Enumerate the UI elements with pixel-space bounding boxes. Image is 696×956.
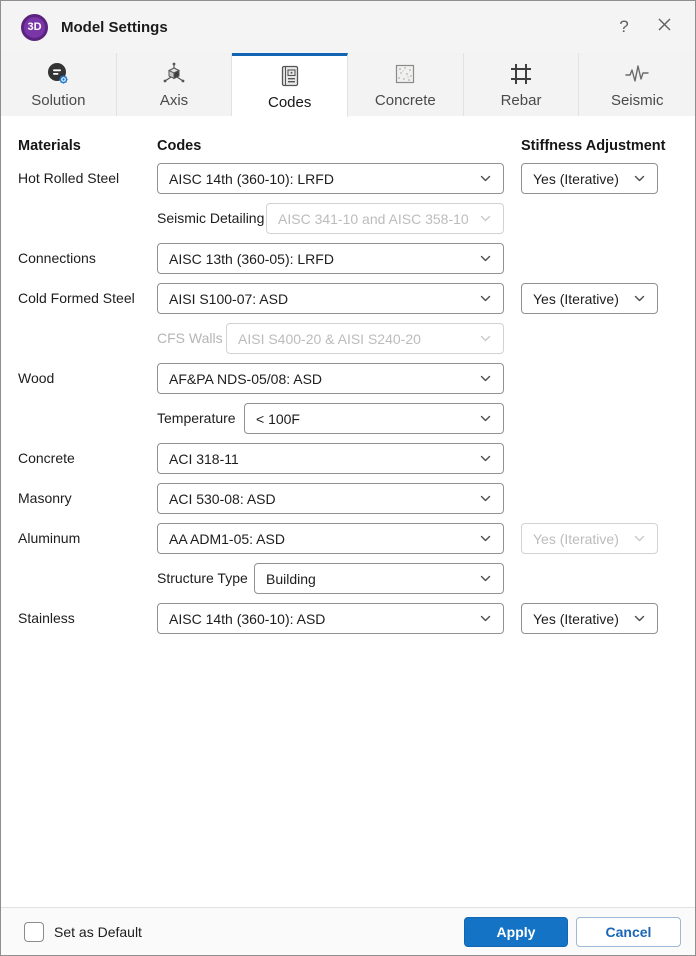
selected-value: AISI S400-20 & AISI S240-20 <box>238 330 421 347</box>
chevron-down-icon <box>479 492 503 505</box>
selected-value: ACI 530-08: ASD <box>169 490 276 507</box>
aluminum-code-dropdown[interactable] <box>157 523 504 554</box>
selected-value: Yes (Iterative) <box>533 170 619 187</box>
settings-row <box>1 203 695 234</box>
material-label: Stainless <box>18 610 75 626</box>
hot-rolled-steel-stiffness-dropdown[interactable] <box>521 163 658 194</box>
tab-label: Axis <box>159 92 189 109</box>
rebar-icon <box>508 60 534 88</box>
set-as-default-label: Set as Default <box>54 923 142 940</box>
chevron-down-icon <box>479 372 503 385</box>
chevron-down-icon <box>479 252 503 265</box>
tab-axis[interactable] <box>117 53 233 116</box>
settings-row <box>1 523 695 554</box>
masonry-code-dropdown[interactable] <box>157 483 504 514</box>
chevron-down-icon <box>479 292 503 305</box>
settings-row <box>1 323 695 354</box>
settings-row <box>1 483 695 514</box>
settings-row <box>1 243 695 274</box>
concrete-icon <box>392 60 418 88</box>
tab-label: Rebar <box>500 92 542 109</box>
close-button[interactable] <box>641 10 687 44</box>
selected-value: AISI S100-07: ASD <box>169 290 289 307</box>
seismic-icon <box>624 60 650 88</box>
selected-value: AISC 13th (360-05): LRFD <box>169 250 334 267</box>
sub-setting-label: CFS Walls <box>157 330 223 346</box>
selected-value: AISC 14th (360-10): LRFD <box>169 170 334 187</box>
chevron-down-icon <box>633 172 657 185</box>
settings-row <box>1 563 695 594</box>
close-icon <box>657 17 672 37</box>
solution-icon <box>45 60 71 88</box>
axis-icon <box>161 60 187 88</box>
chevron-down-icon <box>479 452 503 465</box>
settings-row <box>1 403 695 434</box>
material-label: Concrete <box>18 450 75 466</box>
tab-seismic[interactable] <box>579 53 695 116</box>
chevron-down-icon <box>479 612 503 625</box>
selected-value: AF&PA NDS-05/08: ASD <box>169 370 323 387</box>
temperature-code-dropdown[interactable] <box>244 403 504 434</box>
codes-icon <box>277 62 303 90</box>
selected-value: Yes (Iterative) <box>533 290 619 307</box>
chevron-down-icon <box>479 212 503 225</box>
material-label: Hot Rolled Steel <box>18 170 120 186</box>
settings-row <box>1 443 695 474</box>
chevron-down-icon <box>633 532 657 545</box>
chevron-down-icon <box>633 292 657 305</box>
codes-column-header: Codes <box>157 138 202 154</box>
material-label: Aluminum <box>18 530 81 546</box>
aluminum-stiffness-dropdown <box>521 523 658 554</box>
tab-label: Solution <box>31 92 86 109</box>
title-bar <box>1 1 695 53</box>
chevron-down-icon <box>479 532 503 545</box>
selected-value: AISC 14th (360-10): ASD <box>169 610 326 627</box>
window-title: Model Settings <box>61 18 168 36</box>
material-label: Cold Formed Steel <box>18 290 135 306</box>
selected-value: AISC 341-10 and AISC 358-10 <box>278 210 469 227</box>
selected-value: AA ADM1-05: ASD <box>169 530 285 547</box>
sub-setting-label: Temperature <box>157 410 236 426</box>
cancel-button[interactable]: Cancel <box>576 917 681 947</box>
seismic-detailing-code-dropdown <box>266 203 504 234</box>
hot-rolled-steel-code-dropdown[interactable] <box>157 163 504 194</box>
tab-label: Seismic <box>610 92 664 109</box>
settings-row <box>1 283 695 314</box>
help-button[interactable] <box>607 10 641 44</box>
tab-codes[interactable] <box>232 53 348 117</box>
settings-rows <box>1 163 695 643</box>
tab-bar <box>1 53 695 116</box>
concrete-code-dropdown[interactable] <box>157 443 504 474</box>
apply-button[interactable]: Apply <box>464 917 568 947</box>
selected-value: Yes (Iterative) <box>533 530 619 547</box>
sub-setting-label: Seismic Detailing <box>157 210 265 226</box>
materials-column-header: Materials <box>18 138 81 154</box>
settings-row <box>1 603 695 634</box>
cold-formed-steel-code-dropdown[interactable] <box>157 283 504 314</box>
settings-row <box>1 363 695 394</box>
chevron-down-icon <box>479 572 503 585</box>
chevron-down-icon <box>633 612 657 625</box>
tab-label: Concrete <box>374 92 436 109</box>
stainless-stiffness-dropdown[interactable] <box>521 603 658 634</box>
help-icon: ? <box>619 17 629 36</box>
codes-tab-panel <box>1 117 695 907</box>
chevron-down-icon <box>479 412 503 425</box>
connections-code-dropdown[interactable] <box>157 243 504 274</box>
selected-value: Yes (Iterative) <box>533 610 619 627</box>
stainless-code-dropdown[interactable] <box>157 603 504 634</box>
selected-value: Building <box>266 570 316 587</box>
tab-label: Codes <box>268 94 312 111</box>
set-as-default-checkbox[interactable] <box>24 922 44 942</box>
chevron-down-icon <box>479 172 503 185</box>
chevron-down-icon <box>479 332 503 345</box>
sub-setting-label: Structure Type <box>157 570 248 586</box>
logo-text: 3D <box>27 21 42 33</box>
tab-solution[interactable] <box>1 53 117 116</box>
material-label: Connections <box>18 250 96 266</box>
footer-bar <box>1 907 695 955</box>
settings-row <box>1 163 695 194</box>
selected-value: ACI 318-11 <box>169 450 239 467</box>
selected-value: < 100F <box>256 410 300 427</box>
stiffness-column-header: Stiffness Adjustment <box>521 138 666 154</box>
risa3d-logo-icon <box>21 14 48 41</box>
wood-code-dropdown[interactable] <box>157 363 504 394</box>
material-label: Wood <box>18 370 55 386</box>
tab-rebar[interactable] <box>464 53 580 116</box>
cold-formed-steel-stiffness-dropdown[interactable] <box>521 283 658 314</box>
cfs-walls-code-dropdown <box>226 323 504 354</box>
tab-concrete[interactable] <box>348 53 464 116</box>
structure-type-code-dropdown[interactable] <box>254 563 504 594</box>
material-label: Masonry <box>18 490 72 506</box>
